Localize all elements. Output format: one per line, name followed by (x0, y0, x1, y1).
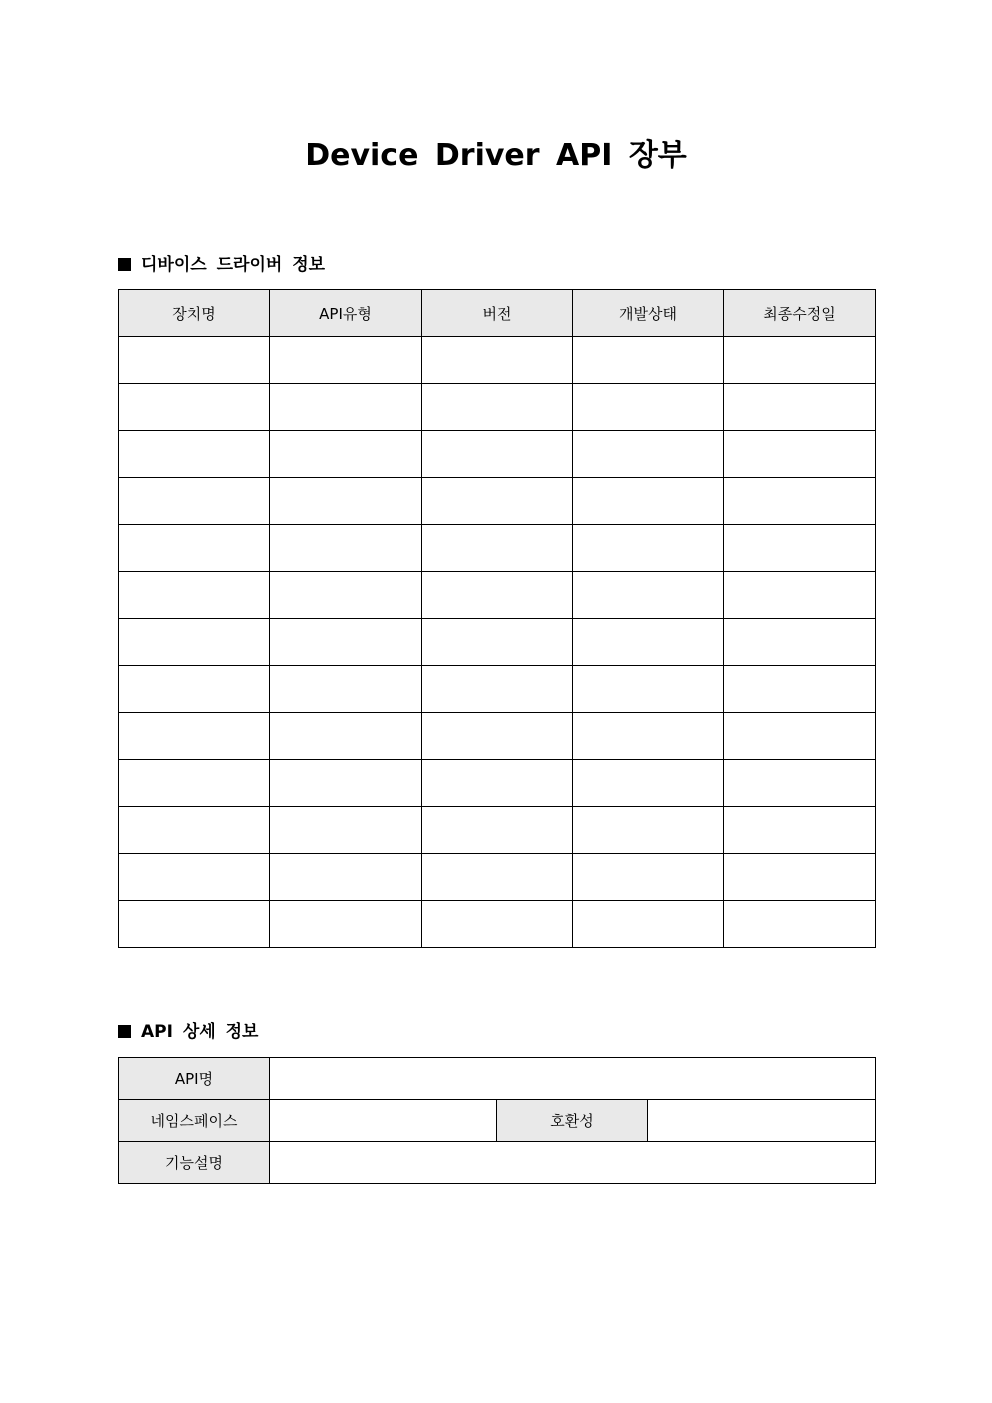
dev-status-cell[interactable] (573, 713, 724, 760)
dev-status-cell[interactable] (573, 384, 724, 431)
dev-status-cell[interactable] (573, 807, 724, 854)
device-name-cell[interactable] (119, 713, 270, 760)
version-cell[interactable] (422, 666, 573, 713)
device-name-cell[interactable] (119, 854, 270, 901)
dev-status-cell[interactable] (573, 760, 724, 807)
api-type-cell[interactable] (270, 337, 422, 384)
last-modified-cell[interactable] (724, 384, 876, 431)
device-name-cell[interactable] (119, 384, 270, 431)
api-name-value-cell[interactable] (270, 1058, 876, 1100)
table-row (119, 807, 876, 854)
last-modified-cell[interactable] (724, 807, 876, 854)
dev-status-cell[interactable] (573, 619, 724, 666)
table-row (119, 666, 876, 713)
table-row (119, 901, 876, 948)
dev-status-cell[interactable] (573, 478, 724, 525)
dev-status-cell[interactable] (573, 854, 724, 901)
api-type-cell[interactable] (270, 384, 422, 431)
table-row (119, 760, 876, 807)
description-label: 기능설명 (119, 1142, 270, 1184)
api-type-cell[interactable] (270, 713, 422, 760)
api-type-cell[interactable] (270, 431, 422, 478)
last-modified-cell[interactable] (724, 337, 876, 384)
last-modified-cell[interactable] (724, 713, 876, 760)
column-header-api-type: API유형 (270, 290, 422, 337)
namespace-row (119, 1100, 876, 1142)
version-cell[interactable] (422, 572, 573, 619)
api-type-cell[interactable] (270, 807, 422, 854)
version-cell[interactable] (422, 713, 573, 760)
version-cell[interactable] (422, 431, 573, 478)
table-row (119, 619, 876, 666)
device-name-cell[interactable] (119, 901, 270, 948)
last-modified-cell[interactable] (724, 619, 876, 666)
document-title: Device Driver API 장부 (305, 138, 687, 173)
square-bullet-icon (118, 258, 131, 271)
device-name-cell[interactable] (119, 760, 270, 807)
device-driver-table (118, 289, 876, 948)
compatibility-label: 호환성 (497, 1100, 648, 1142)
table-row (119, 478, 876, 525)
square-bullet-icon (118, 1025, 131, 1038)
api-type-cell[interactable] (270, 572, 422, 619)
compatibility-value-cell[interactable] (648, 1100, 876, 1142)
version-cell[interactable] (422, 478, 573, 525)
device-table-body (119, 337, 876, 948)
device-name-cell[interactable] (119, 431, 270, 478)
device-name-cell[interactable] (119, 619, 270, 666)
namespace-label: 네임스페이스 (119, 1100, 270, 1142)
api-section-heading (118, 1020, 258, 1044)
api-section-heading-text: API 상세 정보 (141, 1022, 259, 1042)
api-type-cell[interactable] (270, 478, 422, 525)
table-row (119, 384, 876, 431)
column-header-device-name: 장치명 (119, 290, 270, 337)
last-modified-cell[interactable] (724, 760, 876, 807)
table-row (119, 572, 876, 619)
column-header-dev-status: 개발상태 (573, 290, 724, 337)
version-cell[interactable] (422, 807, 573, 854)
api-detail-table (118, 1057, 876, 1184)
api-name-label: API명 (119, 1058, 270, 1100)
dev-status-cell[interactable] (573, 666, 724, 713)
last-modified-cell[interactable] (724, 901, 876, 948)
dev-status-cell[interactable] (573, 431, 724, 478)
device-name-cell[interactable] (119, 525, 270, 572)
namespace-value-cell[interactable] (270, 1100, 497, 1142)
api-type-cell[interactable] (270, 760, 422, 807)
device-section-heading-text: 디바이스 드라이버 정보 (141, 255, 326, 275)
version-cell[interactable] (422, 760, 573, 807)
version-cell[interactable] (422, 854, 573, 901)
last-modified-cell[interactable] (724, 478, 876, 525)
last-modified-cell[interactable] (724, 666, 876, 713)
api-type-cell[interactable] (270, 619, 422, 666)
device-name-cell[interactable] (119, 337, 270, 384)
table-row (119, 713, 876, 760)
description-value-cell[interactable] (270, 1142, 876, 1184)
version-cell[interactable] (422, 619, 573, 666)
api-type-cell[interactable] (270, 666, 422, 713)
version-cell[interactable] (422, 384, 573, 431)
last-modified-cell[interactable] (724, 572, 876, 619)
dev-status-cell[interactable] (573, 337, 724, 384)
column-header-version: 버전 (422, 290, 573, 337)
version-cell[interactable] (422, 901, 573, 948)
device-name-cell[interactable] (119, 807, 270, 854)
table-header-row (119, 290, 876, 337)
column-header-last-modified: 최종수정일 (724, 290, 876, 337)
dev-status-cell[interactable] (573, 525, 724, 572)
table-row (119, 525, 876, 572)
version-cell[interactable] (422, 337, 573, 384)
api-type-cell[interactable] (270, 525, 422, 572)
description-row (119, 1142, 876, 1184)
table-row (119, 854, 876, 901)
table-row (119, 337, 876, 384)
table-row (119, 431, 876, 478)
dev-status-cell[interactable] (573, 572, 724, 619)
last-modified-cell[interactable] (724, 854, 876, 901)
last-modified-cell[interactable] (724, 431, 876, 478)
device-section-heading (118, 253, 325, 277)
api-type-cell[interactable] (270, 854, 422, 901)
last-modified-cell[interactable] (724, 525, 876, 572)
device-name-cell[interactable] (119, 572, 270, 619)
device-name-cell[interactable] (119, 666, 270, 713)
version-cell[interactable] (422, 525, 573, 572)
dev-status-cell[interactable] (573, 901, 724, 948)
device-name-cell[interactable] (119, 478, 270, 525)
api-name-row (119, 1058, 876, 1100)
api-type-cell[interactable] (270, 901, 422, 948)
